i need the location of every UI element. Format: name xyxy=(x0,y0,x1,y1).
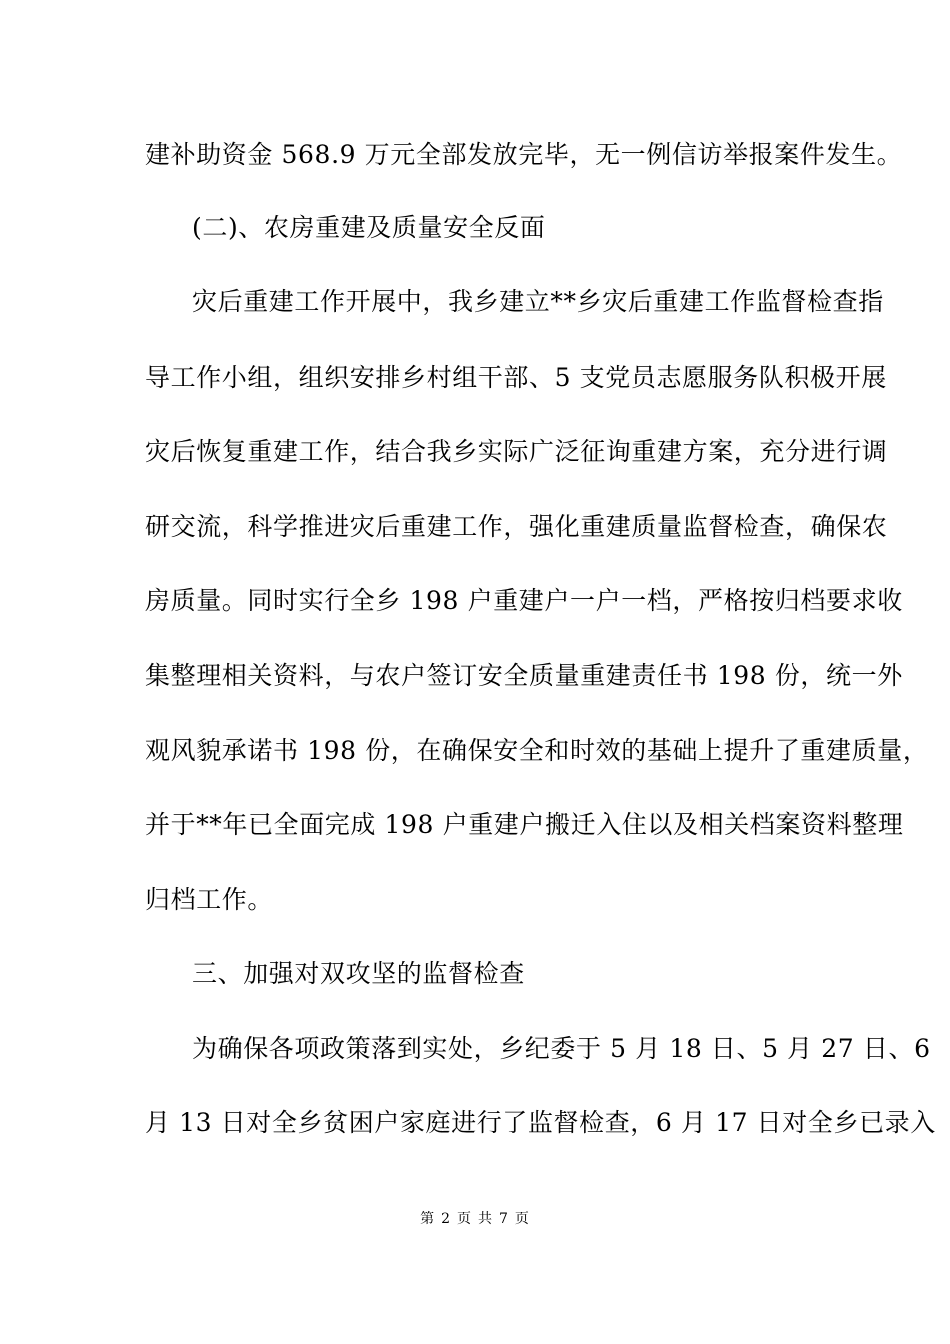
text-line: 并于**年已全面完成 198 户重建户搬迁入住以及相关档案资料整理 xyxy=(145,810,904,839)
total-pages-number: 7 xyxy=(499,1211,509,1227)
page-footer xyxy=(0,1210,950,1228)
text-line: 房质量。同时实行全乡 198 户重建户一户一档，严格按归档要求收 xyxy=(145,586,903,615)
section-heading: 三、加强对双攻坚的监督检查 xyxy=(192,959,525,988)
footer-label-ye: 页 xyxy=(457,1211,472,1227)
current-page-number: 2 xyxy=(441,1211,451,1227)
footer-label-di: 第 xyxy=(420,1211,436,1227)
footer-label-gong: 共 xyxy=(478,1211,493,1227)
text-line: 导工作小组，组织安排乡村组干部、5 支党员志愿服务队积极开展 xyxy=(145,363,887,392)
text-line: 研交流，科学推进灾后重建工作，强化重建质量监督检查，确保农 xyxy=(145,512,888,541)
footer-label-ye2: 页 xyxy=(514,1211,530,1227)
text-line: 灾后恢复重建工作，结合我乡实际广泛征询重建方案，充分进行调 xyxy=(145,437,888,466)
text-line: 归档工作。 xyxy=(145,885,274,914)
text-line: 月 13 日对全乡贫困户家庭进行了监督检查，6 月 17 日对全乡已录入 xyxy=(145,1108,936,1137)
text-line: 为确保各项政策落到实处，乡纪委于 5 月 18 日、5 月 27 日、6 xyxy=(192,1034,931,1063)
text-line: 灾后重建工作开展中，我乡建立**乡灾后重建工作监督检查指 xyxy=(192,287,884,316)
text-line: 观风貌承诺书 198 份，在确保安全和时效的基础上提升了重建质量， xyxy=(145,736,929,765)
text-line: 建补助资金 568.9 万元全部发放完毕，无一例信访举报案件发生。 xyxy=(145,140,903,169)
text-line: 集整理相关资料，与农户签订安全质量重建责任书 198 份，统一外 xyxy=(145,661,903,690)
section-heading: (二)、农房重建及质量安全反面 xyxy=(192,213,546,242)
